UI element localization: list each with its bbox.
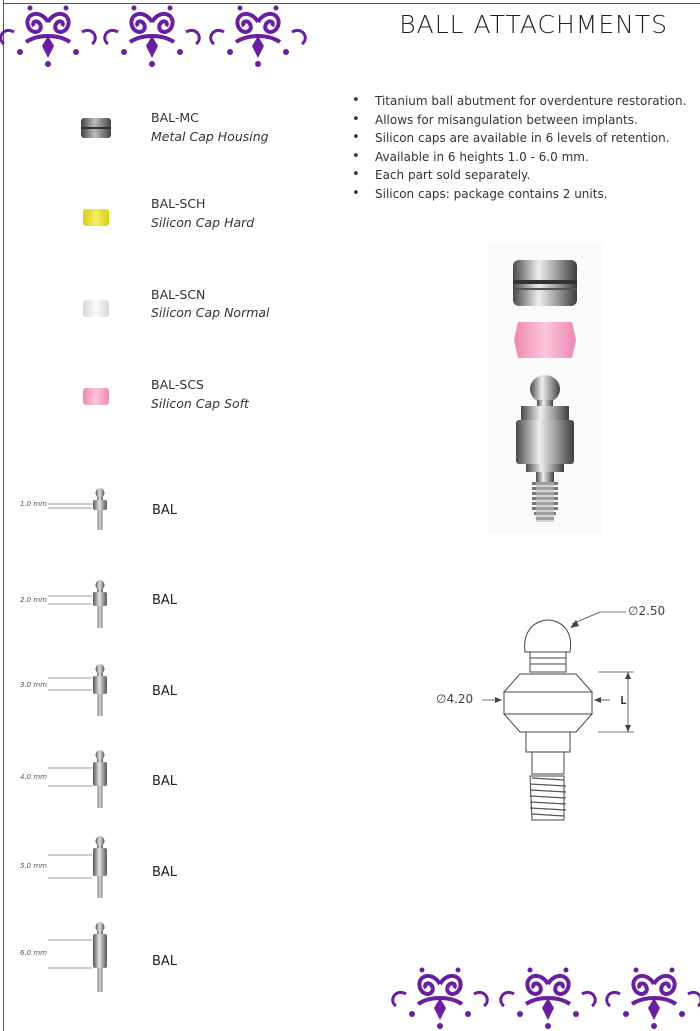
metal-cap-image <box>78 116 114 140</box>
feature-item: • Available in 6 heights 1.0 - 6.0 mm. <box>350 148 686 167</box>
cap-code: BAL-SCH <box>151 196 206 211</box>
feature-item: • Allows for misangulation between implants. <box>350 111 686 130</box>
feature-item: • Each part sold separately. <box>350 166 686 185</box>
height-label: 1.0 mm <box>20 500 47 508</box>
height-symbol: L <box>620 694 627 707</box>
height-label: 5.0 mm <box>20 862 47 870</box>
height-label: 3.0 mm <box>20 681 47 689</box>
abutment-2mm <box>93 580 107 628</box>
cap-desc: Silicon Cap Normal <box>151 305 270 320</box>
feature-item: • Titanium ball abutment for overdenture restoration. <box>350 92 686 111</box>
abutment-4mm <box>93 750 107 808</box>
collar-diameter-label: ∅4.20 <box>436 692 474 706</box>
abutment-code: BAL <box>152 774 178 789</box>
feature-item: • Silicon caps: package contains 2 units. <box>350 185 686 204</box>
page-title: BALL ATTACHMENTS <box>399 10 668 39</box>
abutment-heights-graphic <box>0 480 130 1000</box>
height-label: 2.0 mm <box>20 596 47 604</box>
cap-code: BAL-SCS <box>151 377 204 392</box>
abutment-code: BAL <box>152 503 178 518</box>
ball-diameter-label: ∅2.50 <box>628 604 666 618</box>
cap-desc: Metal Cap Housing <box>151 129 269 144</box>
abutment-code: BAL <box>152 593 178 608</box>
cap-code: BAL-MC <box>151 110 199 125</box>
cap-desc: Silicon Cap Hard <box>151 215 255 230</box>
abutment-1mm <box>93 488 107 530</box>
silicon-cap-soft-image <box>78 385 114 409</box>
cap-code: BAL-SCN <box>151 287 206 302</box>
abutment-6mm <box>93 922 107 992</box>
silicon-cap-normal-image <box>78 297 114 321</box>
abutment-code: BAL <box>152 865 178 880</box>
height-label: 4.0 mm <box>20 773 47 781</box>
feature-list <box>350 92 686 203</box>
abutment-code: BAL <box>152 684 178 699</box>
feature-item: • Silicon caps are available in 6 levels of retention. <box>350 129 686 148</box>
silicon-cap-hard-image <box>78 205 114 229</box>
ornament-top <box>0 0 310 75</box>
cap-desc: Silicon Cap Soft <box>151 396 249 411</box>
technical-drawing <box>430 600 700 830</box>
abutment-5mm <box>93 836 107 898</box>
abutment-code: BAL <box>152 954 178 969</box>
ornament-bottom <box>390 958 700 1031</box>
abutment-3mm <box>93 664 107 716</box>
height-label: 6.0 mm <box>20 949 47 957</box>
exploded-product-image <box>488 244 602 534</box>
